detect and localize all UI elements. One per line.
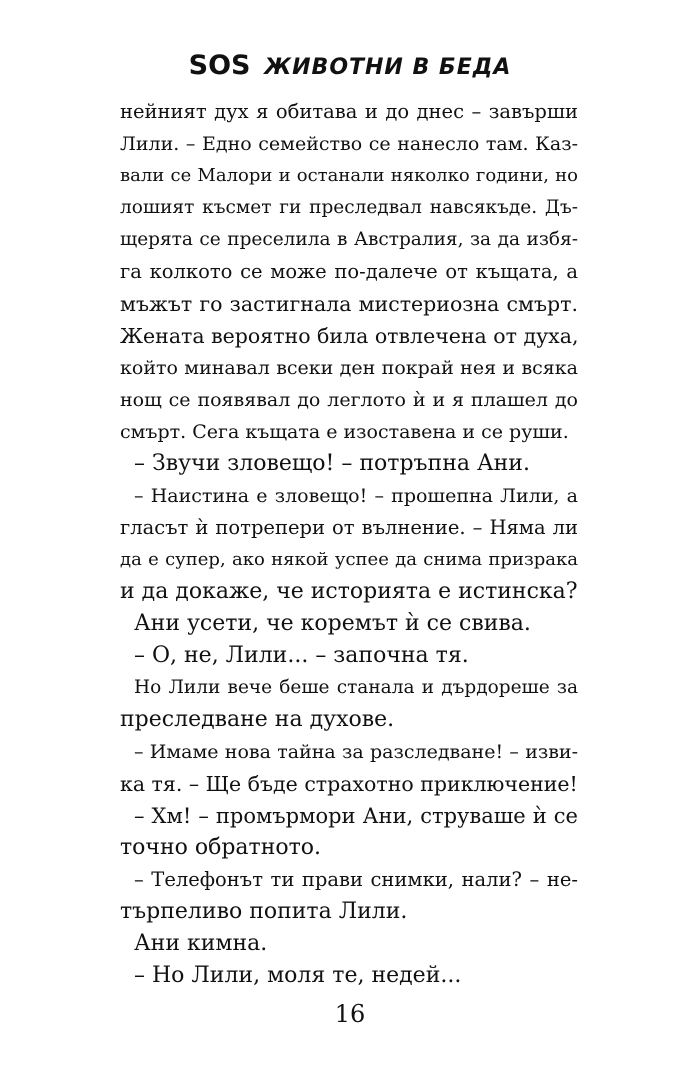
text-line: – Звучи зловещо! – потръпна Ани. [134, 451, 530, 476]
page-number: 16 [334, 1000, 366, 1028]
text-line: – Хм! – промърмори Ани, струваше ѝ се [134, 804, 578, 828]
text-line: Ани кимна. [134, 931, 268, 956]
text-line: щерята се преселила в Австралия, за да избя- [120, 229, 578, 250]
text-line: смърт. Сега къщата е изоставена и се руши. [120, 421, 569, 443]
text-line: Лили. – Едно семейство се нанесло там. Каз- [120, 133, 578, 155]
text-line: Жената вероятно била отвлечена от духа, [120, 324, 579, 348]
text-line: търпеливо попита Лили. [120, 899, 408, 924]
text-line: – Но Лили, моля те, недей... [134, 963, 462, 988]
text-line: мъжът го застигнала мистериозна смърт. [120, 292, 578, 316]
series-title: ЖИВОТНИ В БЕДА [264, 55, 512, 80]
text-line: вали се Малори и останали няколко години, но [120, 165, 578, 186]
text-line: точно обратното. [120, 835, 322, 860]
text-line: – Наистина е зловещо! – прошепна Лили, а [134, 485, 578, 507]
text-line: гласът ѝ потрепери от вълнение. – Няма ли [120, 516, 578, 539]
text-line: нощ се появявал до леглото ѝ и я плашел до [120, 389, 578, 411]
text-line: нейният дух я обитава и до днес – завърши [120, 100, 578, 123]
text-line: който минавал всеки ден покрай нея и всяка [120, 357, 578, 379]
body-text [120, 96, 578, 992]
text-line: преследване на духове. [120, 707, 395, 732]
text-line: и да докаже, че историята е истинска? [120, 579, 578, 604]
text-line: да е супер, ако някой успее да снима призрака [120, 549, 578, 570]
text-line: Но Лили вече беше станала и дърдореше за [134, 677, 578, 698]
text-line: лошият късмет ги преследвал навсякъде. Дъ- [120, 197, 578, 218]
text-line: – О, не, Лили... – започна тя. [134, 643, 469, 668]
series-logo-sos: SOS [188, 50, 251, 81]
text-line: Ани усети, че коремът ѝ се свива. [134, 611, 531, 636]
text-line: га колкото се може по-далече от къщата, а [120, 260, 578, 283]
text-line: ка тя. – Ще бъде страхотно приключение! [120, 772, 578, 796]
running-header [0, 50, 700, 81]
text-line: – Имаме нова тайна за разследване! – изви- [134, 741, 578, 763]
text-line: – Телефонът ти прави снимки, нали? – не- [134, 868, 578, 891]
